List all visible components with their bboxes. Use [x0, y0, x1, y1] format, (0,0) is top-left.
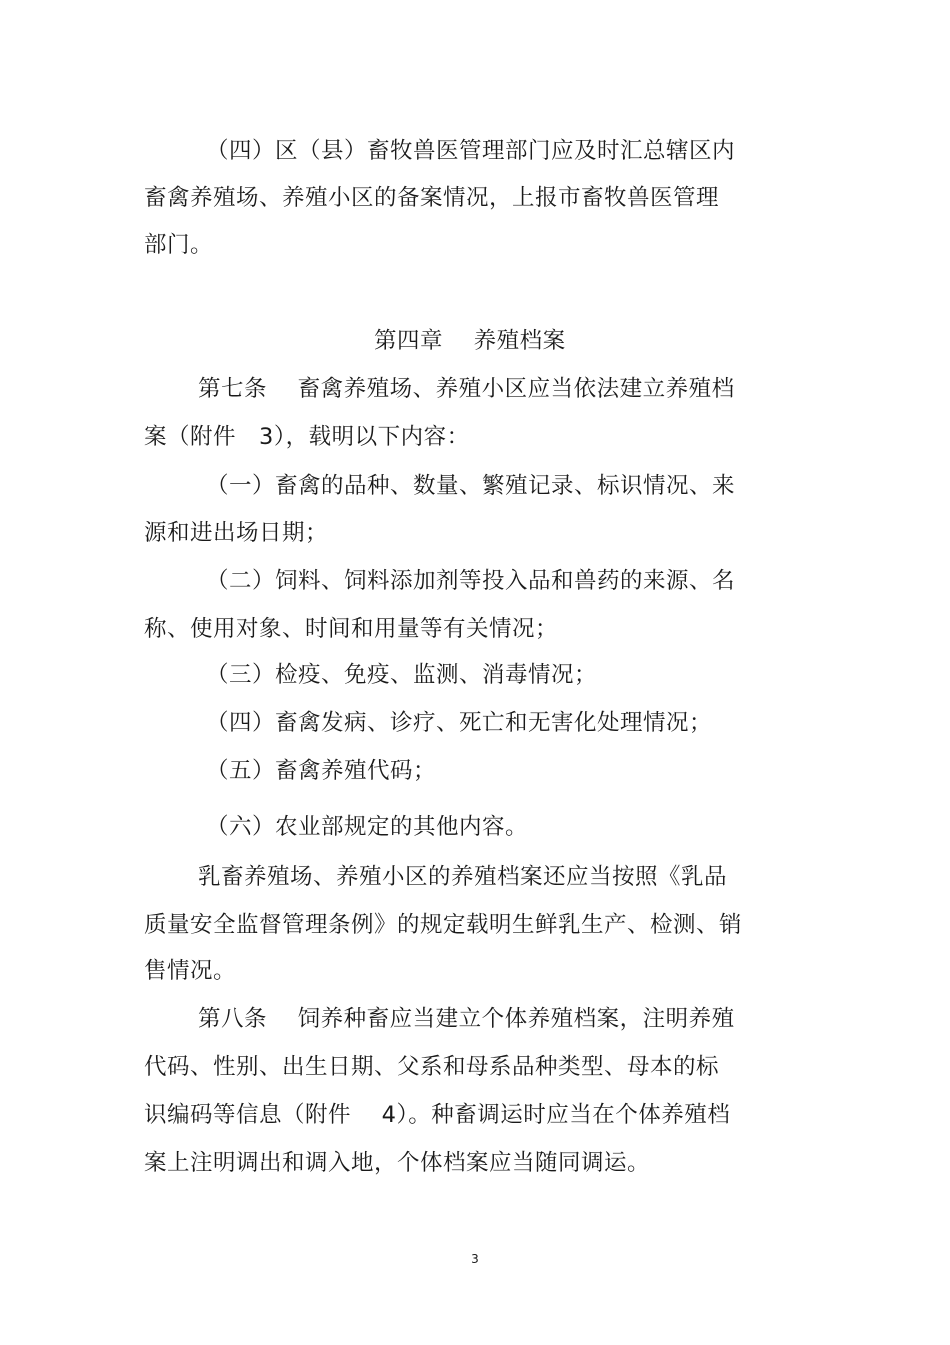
item-1-line-1: （一）畜禽的品种、数量、繁殖记录、标识情况、来 — [206, 473, 736, 499]
article-8-line-1: 第八条 饲养种畜应当建立个体养殖档案，注明养殖 — [198, 1006, 735, 1032]
item-5: （五）畜禽养殖代码； — [206, 758, 437, 784]
dairy-paragraph-line-1: 乳畜养殖场、养殖小区的养殖档案还应当按照《乳品 — [198, 864, 728, 890]
item-1-line-2: 源和进出场日期； — [144, 520, 329, 546]
paragraph-4-line-2: 畜禽养殖场、养殖小区的备案情况，上报市畜牧兽医管理 — [144, 185, 720, 211]
item-2-line-2: 称、使用对象、时间和用量等有关情况； — [144, 616, 559, 642]
chapter-title: 第四章 养殖档案 — [374, 328, 566, 354]
article-7-line-1: 第七条 畜禽养殖场、养殖小区应当依法建立养殖档 — [198, 376, 735, 402]
item-3: （三）检疫、免疫、监测、消毒情况； — [206, 662, 598, 688]
item-2-line-1: （二）饲料、饲料添加剂等投入品和兽药的来源、名 — [206, 568, 736, 594]
dairy-paragraph-line-2: 质量安全监督管理条例》的规定载明生鲜乳生产、检测、销 — [144, 912, 743, 938]
paragraph-4-line-3: 部门。 — [144, 232, 214, 258]
article-8-line-2: 代码、性别、出生日期、父系和母系品种类型、母本的标 — [144, 1054, 720, 1080]
article-8-line-3: 识编码等信息（附件 4）。种畜调运时应当在个体养殖档 — [144, 1102, 731, 1128]
paragraph-4-line-1: （四）区（县）畜牧兽医管理部门应及时汇总辖区内 — [206, 138, 736, 164]
item-6: （六）农业部规定的其他内容。 — [206, 814, 529, 840]
article-7-line-2: 案（附件 3），载明以下内容： — [144, 424, 470, 450]
article-8-line-4: 案上注明调出和调入地，个体档案应当随同调运。 — [144, 1150, 651, 1176]
item-4: （四）畜禽发病、诊疗、死亡和无害化处理情况； — [206, 710, 713, 736]
dairy-paragraph-line-3: 售情况。 — [144, 958, 237, 984]
page-number: 3 — [471, 1252, 479, 1266]
